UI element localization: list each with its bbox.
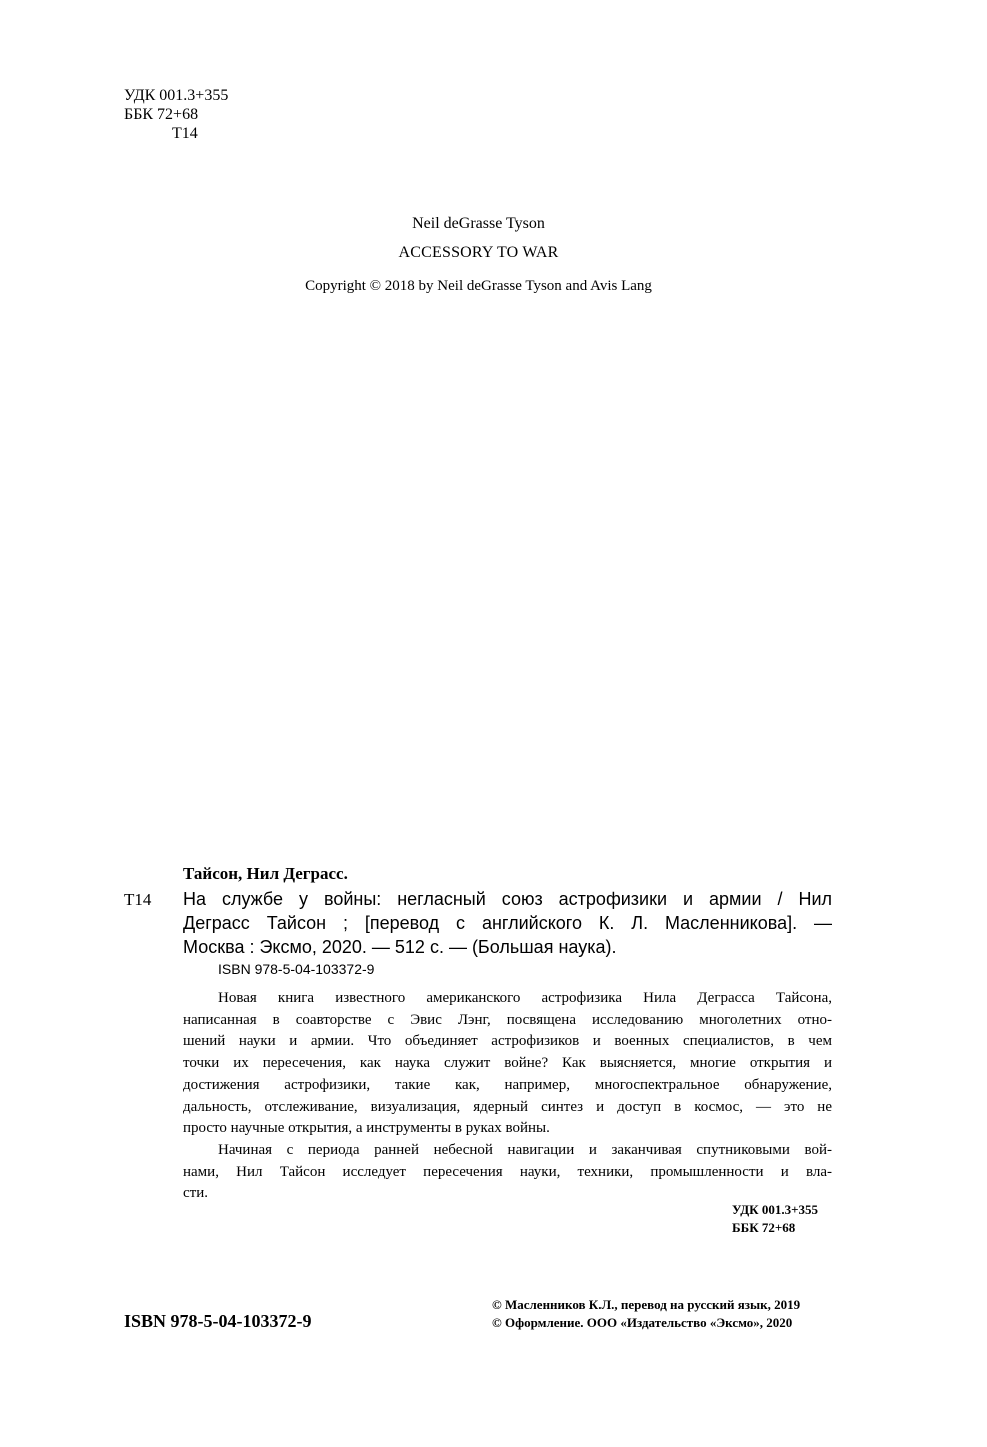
classification-block xyxy=(124,86,228,143)
bbk-code: ББК 72+68 xyxy=(124,106,199,123)
annotation-line: нами, Нил Тайсон исследует пересечения науки, техники, промышленности и вла- xyxy=(183,1163,832,1180)
entry-author-mark: Т14 xyxy=(124,890,152,909)
annotation-line: написанная в соавторстве с Эвис Лэнг, посвящена исследованию многолетних отно- xyxy=(183,1011,832,1028)
annotation-line: Новая книга известного американского астрофизика Нила Деграсса Тайсона, xyxy=(218,990,832,1006)
entry-author-heading: Тайсон, Нил Деграсс. xyxy=(183,864,348,883)
bottom-bbk-code: ББК 72+68 xyxy=(732,1220,796,1235)
annotation-line: точки их пересечения, как наука служит войне? Как выясняется, многие открытия и xyxy=(183,1055,832,1072)
annotation xyxy=(183,988,832,1205)
annotation-line: дальность, отслеживание, визуализация, ядерный синтез и доступ в космос, — это не xyxy=(183,1098,832,1115)
original-title: ACCESSORY TO WAR xyxy=(398,244,559,261)
description-line: Москва : Эксмо, 2020. — 512 с. — (Большая наука). xyxy=(183,937,617,957)
description-line: Деграсс Тайсон ; [перевод с английского К. Л. Масленникова]. — xyxy=(183,913,832,933)
bottom-udc-code: УДК 001.3+355 xyxy=(732,1202,819,1217)
description-line: На службе у войны: негласный союз астрофизики и армии / Нил xyxy=(183,889,832,909)
annotation-line: сти. xyxy=(183,1185,208,1202)
original-copyright: Copyright © 2018 by Neil deGrasse Tyson and Avis Lang xyxy=(305,278,652,294)
annotation-line: достижения астрофизики, такие как, например, многоспектральное обнаружение, xyxy=(183,1076,832,1093)
design-copyright: © Оформление. ООО «Издательство «Эксмо», 2020 xyxy=(492,1315,793,1330)
bottom-isbn: ISBN 978-5-04-103372-9 xyxy=(124,1311,312,1331)
translation-copyright: © Масленников К.Л., перевод на русский язык, 2019 xyxy=(492,1297,801,1312)
bibliographic-description xyxy=(183,887,832,959)
copyright-notices xyxy=(492,1296,800,1332)
annotation-line: просто научные открытия, а инструменты в руках войны. xyxy=(183,1120,550,1137)
entry-isbn: ISBN 978-5-04-103372-9 xyxy=(218,961,375,977)
udc-code: УДК 001.3+355 xyxy=(124,87,229,104)
author-mark: Т14 xyxy=(172,125,198,142)
annotation-line: Начиная с периода ранней небесной навигации и заканчивая спутниковыми вой- xyxy=(218,1141,832,1158)
original-author: Neil deGrasse Tyson xyxy=(412,215,545,232)
annotation-line: шений науки и армии. Что объединяет астрофизиков и военных специалистов, в чем xyxy=(183,1033,832,1050)
bottom-classification xyxy=(732,1201,818,1237)
